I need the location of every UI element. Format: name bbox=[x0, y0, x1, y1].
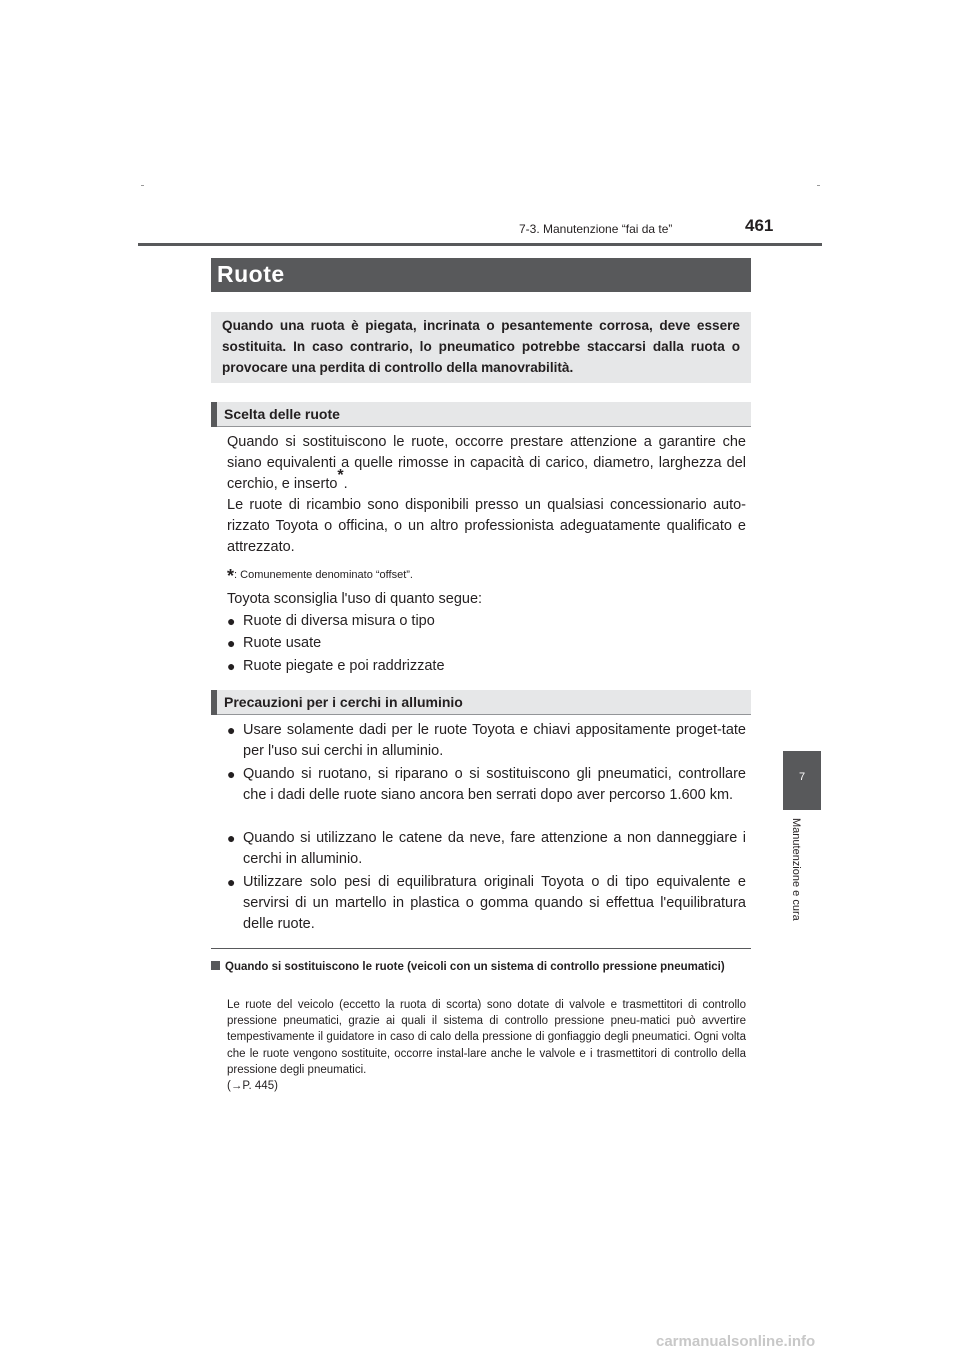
header-rule bbox=[138, 243, 822, 246]
list-item-text: Ruote piegate e poi raddrizzate bbox=[243, 658, 445, 674]
heading-marker bbox=[211, 402, 217, 427]
footnote bbox=[227, 562, 413, 586]
footnote-asterisk: * bbox=[227, 566, 235, 586]
page-title-bar bbox=[211, 258, 751, 292]
list-item-text: Quando si utilizzano le catene da neve, fare attenzione a non danneggiare i cerchi in alluminio. bbox=[243, 830, 746, 867]
bullet-icon: ● bbox=[227, 658, 236, 674]
footnote-marker: * bbox=[337, 467, 344, 485]
page-number: 461 bbox=[745, 216, 774, 235]
list-item-text: Quando si ruotano, si riparano o si sostituiscono gli pneumatici, controllare che i dadi delle ruote siano ancora ben serrati dopo aver percorso 1.600 km. bbox=[243, 766, 746, 803]
note-separator bbox=[211, 948, 751, 949]
bullet-icon: ● bbox=[227, 830, 236, 846]
list-item-text: Usare solamente dadi per le ruote Toyota e chiavi appositamente proget-tate per l'uso sui cerchi in alluminio. bbox=[243, 722, 746, 759]
square-bullet-icon bbox=[211, 961, 220, 970]
paragraph-wheel-equivalence bbox=[227, 432, 746, 495]
section-heading-wheel-choice bbox=[211, 402, 751, 427]
bullet-icon: ● bbox=[227, 613, 236, 629]
footnote-text: : Comunemente denominato “offset”. bbox=[234, 569, 413, 581]
section-heading-label: Precauzioni per i cerchi in alluminio bbox=[224, 694, 463, 710]
bullet-icon: ● bbox=[227, 874, 236, 890]
heading-marker bbox=[211, 690, 217, 715]
list-item bbox=[227, 828, 746, 870]
watermark: carmanualsonline.info bbox=[656, 1333, 816, 1350]
crop-mark bbox=[141, 185, 144, 186]
list-item-text: Utilizzare solo pesi di equilibratura originali Toyota o di tipo equivalente e servirsi di un martello in plastica o gomma quando si effettua l'equilibratura delle ruote. bbox=[243, 874, 746, 932]
intro-box bbox=[211, 312, 751, 383]
list-item-text: Ruote di diversa misura o tipo bbox=[243, 613, 435, 629]
list-item bbox=[227, 720, 746, 762]
crop-mark bbox=[817, 185, 820, 186]
bullet-icon: ● bbox=[227, 635, 236, 651]
page-reference-link[interactable]: (→P. 445) bbox=[227, 1080, 278, 1093]
note-heading bbox=[211, 959, 751, 976]
intro-text: Quando una ruota è piegata, incrinata o pesantemente corrosa, deve essere sostituita. In caso contrario, lo pneumatico potrebbe staccarsi dalla ruota o provocare una perdita di controllo della manovrabilità. bbox=[222, 318, 740, 375]
list-item bbox=[227, 656, 746, 677]
running-header-section: 7-3. Manutenzione “fai da te” bbox=[519, 222, 673, 236]
list-item bbox=[227, 764, 746, 806]
list-item-text: Ruote usate bbox=[243, 635, 322, 651]
paragraph-spare-wheels: Le ruote di ricambio sono disponibili presso un qualsiasi concessionario auto-rizzato Toyota o officina, o un altro professionista adeguatamente qualificato e attrezzato. bbox=[227, 497, 746, 555]
list-item bbox=[227, 611, 746, 632]
note-heading-text: Quando si sostituiscono le ruote (veicoli con un sistema di controllo pressione pneumatici) bbox=[225, 961, 725, 973]
section-heading-alloy-precautions bbox=[211, 690, 751, 715]
paragraph-text: Quando si sostituiscono le ruote, occorre prestare attenzione a garantire che siano equivalenti a quelle rimosse in capacità di carico, diametro, larghezza del cerchio, e inserto bbox=[227, 434, 746, 492]
note-body bbox=[227, 997, 746, 1094]
paragraph-advice: Toyota sconsiglia l'uso di quanto segue: bbox=[227, 591, 483, 607]
paragraph-end: . bbox=[343, 476, 348, 492]
list-item bbox=[227, 633, 746, 654]
chapter-tab-label: Manutenzione e cura bbox=[790, 818, 802, 921]
list-item bbox=[227, 872, 746, 935]
bullet-icon: ● bbox=[227, 766, 236, 782]
note-body-text: Le ruote del veicolo (eccetto la ruota di scorta) sono dotate di valvole e trasmettitori di controllo pressione pneumatici, grazie ai quali il sistema di controllo pressione pneu-matici può avvertire tempestivamente il guidatore in caso di calo della pressione di gonfiaggio degli pneumatici. Ogni volta che le ruote vengono sostituite, occorre instal-lare anche le valvole e i trasmettitori di controllo della pressione degli pneumatici. bbox=[227, 999, 746, 1076]
page-title: Ruote bbox=[217, 261, 285, 287]
section-heading-label: Scelta delle ruote bbox=[224, 406, 340, 422]
bullet-icon: ● bbox=[227, 722, 236, 738]
chapter-tab: 7 bbox=[783, 751, 821, 810]
